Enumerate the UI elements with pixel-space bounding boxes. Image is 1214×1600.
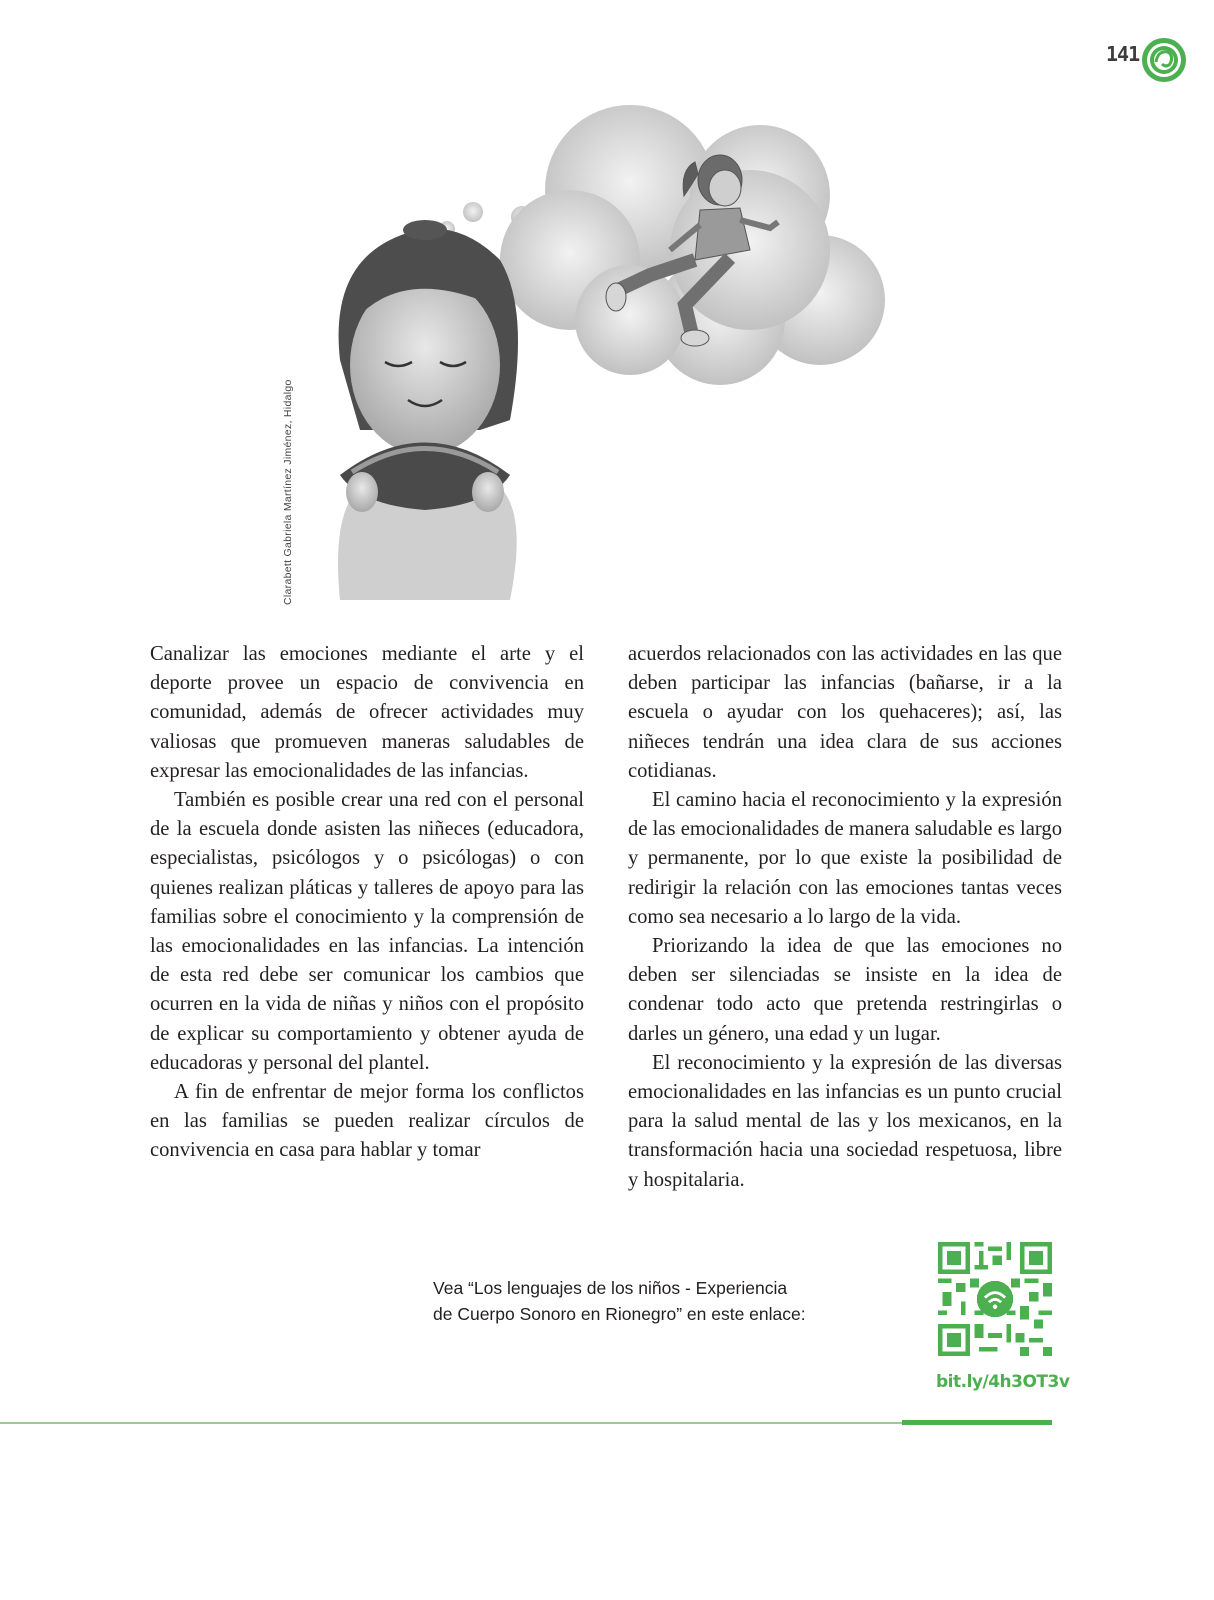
green-spiral-emblem-icon xyxy=(1140,36,1188,84)
footer-rule xyxy=(0,1422,1050,1424)
body-text xyxy=(150,640,1062,1230)
paragraph: Priorizando la idea de que las emociones no deben ser silenciadas se insiste en la idea de condenar todo acto que pretenda restringirlas o darles un género, una edad y un lugar. xyxy=(628,935,1062,1045)
right-column xyxy=(628,640,1062,1195)
video-short-link[interactable]: bit.ly/4h3OT3v xyxy=(936,1372,1070,1392)
video-note xyxy=(433,1275,903,1327)
paragraph: El reconocimiento y la expresión de las diversas emocionalidades en las infancias es un punto crucial para la salud mental de las y los mexicanos, en la transformación hacia una sociedad respetuosa, libre y hospitalaria. xyxy=(628,1051,1062,1191)
qr-code-icon[interactable] xyxy=(938,1242,1052,1356)
paragraph: El camino hacia el reconocimiento y la expresión de las emocionalidades de manera saludable es largo y permanente, por lo que existe la posibilidad de redirigir la relación con las emociones tantas veces como sea necesario a lo largo de la vida. xyxy=(628,789,1062,928)
paragraph: Canalizar las emociones mediante el arte y el deporte provee un espacio de convivencia en comunidad, además de ofrecer actividades muy valiosas que promueven maneras saludables de expresar las emocionalidades de las infancias. xyxy=(150,643,584,782)
illustration-credit: Clarabett Gabriela Martínez Jiménez, Hidalgo xyxy=(282,379,294,605)
page-number: 141 xyxy=(1106,42,1140,66)
video-note-line: Vea “Los lenguajes de los niños - Experiencia xyxy=(433,1278,788,1298)
video-note-line: de Cuerpo Sonoro en Rionegro” en este enlace: xyxy=(433,1304,806,1324)
child-eating-watermelon-dreaming-of-running-illustration xyxy=(300,100,920,610)
left-column xyxy=(150,640,584,1166)
footer-accent-bar xyxy=(902,1420,1052,1425)
paragraph: También es posible crear una red con el personal de la escuela donde asisten las niñeces (educadora, especialistas, psicólogos y o psicólogas) o con quienes realizan pláticas y talleres de apoyo para las familias sobre el conocimiento y la comprensión de las emocionalidades en las infancias. La intención de esta red debe ser comunicar los cambios que ocurren en la vida de niñas y niños con el propósito de explicar su comportamiento y obtener ayuda de educadoras y personal del plantel. xyxy=(150,789,584,1074)
paragraph: acuerdos relacionados con las actividades en las que deben participar las infancias (bañarse, ir a la escuela o ayudar con los quehaceres); así, las niñeces tendrán una idea clara de sus acciones cotidianas. xyxy=(628,643,1062,782)
paragraph: A fin de enfrentar de mejor forma los conflictos en las familias se pueden realizar círculos de convivencia en casa para hablar y tomar xyxy=(150,1081,584,1162)
